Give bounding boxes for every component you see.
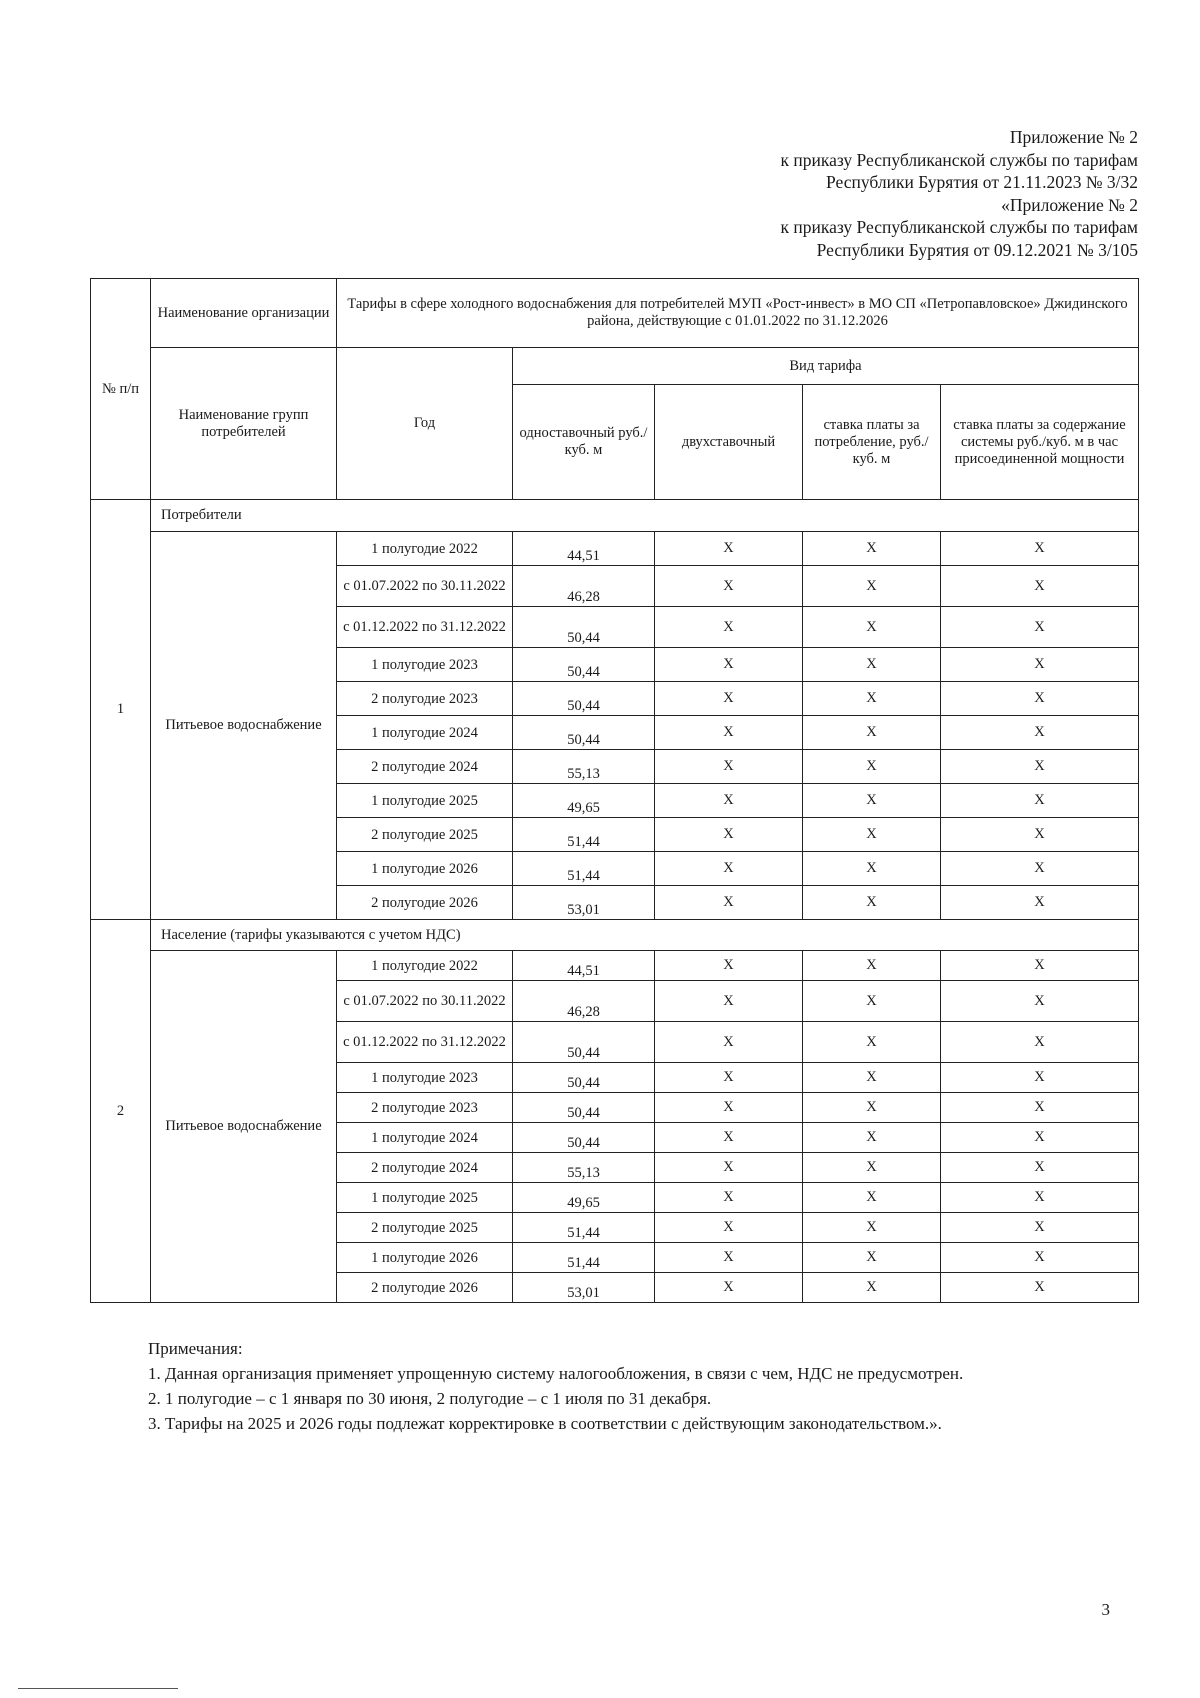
double-rate-cell: X xyxy=(655,532,803,566)
rate-maintenance-cell: X xyxy=(941,981,1139,1022)
groups-header: Наименование групп потребителей xyxy=(151,348,337,500)
rate-consumption-cell: X xyxy=(803,532,941,566)
double-rate-cell: X xyxy=(655,1273,803,1303)
rate-maintenance-header: ставка платы за содержание системы руб./куб. м в час присоединенной мощности xyxy=(941,385,1139,500)
double-rate-cell: X xyxy=(655,818,803,852)
rate-maintenance-cell: X xyxy=(941,1183,1139,1213)
single-rate-cell: 51,44 xyxy=(513,852,655,886)
rate-maintenance-cell: X xyxy=(941,566,1139,607)
double-rate-cell: X xyxy=(655,648,803,682)
notes-title: Примечания: xyxy=(148,1339,243,1358)
period-cell: с 01.07.2022 по 30.11.2022 xyxy=(337,981,513,1022)
rate-consumption-cell: X xyxy=(803,716,941,750)
rate-maintenance-cell: X xyxy=(941,951,1139,981)
note-item: 3. Тарифы на 2025 и 2026 годы подлежат корректировке в соответствии с действующим законодательством.». xyxy=(148,1414,942,1433)
note-item: 2. 1 полугодие – с 1 января по 30 июня, 2 полугодие – с 1 июля по 31 декабря. xyxy=(148,1389,712,1408)
rate-consumption-cell: X xyxy=(803,648,941,682)
double-rate-cell: X xyxy=(655,852,803,886)
rate-consumption-cell: X xyxy=(803,1123,941,1153)
double-rate-cell: X xyxy=(655,981,803,1022)
rate-consumption-cell: X xyxy=(803,1022,941,1063)
tariff-table xyxy=(90,278,1139,1303)
period-cell: 1 полугодие 2025 xyxy=(337,1183,513,1213)
double-rate-cell: X xyxy=(655,750,803,784)
period-cell: 1 полугодие 2024 xyxy=(337,716,513,750)
single-rate-cell: 53,01 xyxy=(513,886,655,920)
single-rate-cell: 44,51 xyxy=(513,532,655,566)
single-rate-header: одноставочный руб./ куб. м xyxy=(513,385,655,500)
period-cell: 1 полугодие 2023 xyxy=(337,648,513,682)
rate-consumption-cell: X xyxy=(803,1093,941,1123)
double-rate-cell: X xyxy=(655,784,803,818)
header-line: Приложение № 2 xyxy=(1009,127,1138,147)
period-cell: 1 полугодие 2024 xyxy=(337,1123,513,1153)
rate-maintenance-cell: X xyxy=(941,716,1139,750)
rate-maintenance-cell: X xyxy=(941,607,1139,648)
single-rate-cell: 55,13 xyxy=(513,1153,655,1183)
rate-consumption-cell: X xyxy=(803,1243,941,1273)
header-line: «Приложение № 2 xyxy=(1001,194,1138,215)
period-cell: 2 полугодие 2025 xyxy=(337,818,513,852)
section-title: Население (тарифы указываются с учетом НДС) xyxy=(151,920,1139,951)
double-rate-cell: X xyxy=(655,1183,803,1213)
rate-maintenance-cell: X xyxy=(941,1022,1139,1063)
single-rate-cell: 55,13 xyxy=(513,750,655,784)
double-rate-cell: X xyxy=(655,1093,803,1123)
rate-maintenance-cell: X xyxy=(941,1273,1139,1303)
header-line: Республики Бурятия от 21.11.2023 № 3/32 xyxy=(826,172,1138,193)
period-cell: 1 полугодие 2022 xyxy=(337,532,513,566)
section-title: Потребители xyxy=(151,500,1139,532)
rate-maintenance-cell: X xyxy=(941,1213,1139,1243)
rate-consumption-cell: X xyxy=(803,784,941,818)
rate-consumption-cell: X xyxy=(803,1183,941,1213)
double-rate-cell: X xyxy=(655,1213,803,1243)
period-cell: 2 полугодие 2023 xyxy=(337,1093,513,1123)
double-rate-cell: X xyxy=(655,607,803,648)
period-cell: 1 полугодие 2023 xyxy=(337,1063,513,1093)
period-cell: 1 полугодие 2022 xyxy=(337,951,513,981)
rate-consumption-cell: X xyxy=(803,1153,941,1183)
double-rate-header: двухставочный xyxy=(655,385,803,500)
single-rate-cell: 51,44 xyxy=(513,1243,655,1273)
single-rate-cell: 49,65 xyxy=(513,784,655,818)
note-item: 1. Данная организация применяет упрощенную систему налогообложения, в связи с чем, НДС не предусмотрен. xyxy=(148,1364,964,1383)
rate-maintenance-cell: X xyxy=(941,1063,1139,1093)
double-rate-cell: X xyxy=(655,1243,803,1273)
rate-consumption-header: ставка платы за потребление, руб./ куб. м xyxy=(803,385,941,500)
table-row xyxy=(91,532,1139,566)
rate-consumption-cell: X xyxy=(803,852,941,886)
period-cell: 1 полугодие 2025 xyxy=(337,784,513,818)
rate-consumption-cell: X xyxy=(803,607,941,648)
notes-block xyxy=(90,1336,1130,1436)
rate-maintenance-cell: X xyxy=(941,682,1139,716)
double-rate-cell: X xyxy=(655,566,803,607)
single-rate-cell: 50,44 xyxy=(513,648,655,682)
single-rate-cell: 51,44 xyxy=(513,1213,655,1243)
page-number: 3 xyxy=(1101,1600,1110,1619)
tariff-kind-header: Вид тарифа xyxy=(513,348,1139,385)
year-header: Год xyxy=(337,348,513,500)
period-cell: 1 полугодие 2026 xyxy=(337,852,513,886)
double-rate-cell: X xyxy=(655,1022,803,1063)
double-rate-cell: X xyxy=(655,716,803,750)
period-cell: 2 полугодие 2026 xyxy=(337,1273,513,1303)
rate-consumption-cell: X xyxy=(803,1213,941,1243)
rate-maintenance-cell: X xyxy=(941,648,1139,682)
rate-maintenance-cell: X xyxy=(941,784,1139,818)
period-cell: 2 полугодие 2025 xyxy=(337,1213,513,1243)
document-header xyxy=(578,126,1138,262)
org-value: Тарифы в сфере холодного водоснабжения для потребителей МУП «Рост-инвест» в МО СП «Петропавловское» Джидинского района, действующие с 01.01.2022 по 31.12.2026 xyxy=(337,279,1139,348)
col-no-header: № п/п xyxy=(91,279,151,500)
single-rate-cell: 46,28 xyxy=(513,566,655,607)
rate-consumption-cell: X xyxy=(803,951,941,981)
header-line: Республики Бурятия от 09.12.2021 № 3/105 xyxy=(816,239,1138,260)
double-rate-cell: X xyxy=(655,1063,803,1093)
header-line: к приказу Республиканской службы по тарифам xyxy=(780,217,1138,238)
double-rate-cell: X xyxy=(655,682,803,716)
single-rate-cell: 50,44 xyxy=(513,1022,655,1063)
rate-consumption-cell: X xyxy=(803,1063,941,1093)
rate-consumption-cell: X xyxy=(803,682,941,716)
rate-maintenance-cell: X xyxy=(941,886,1139,920)
rate-consumption-cell: X xyxy=(803,981,941,1022)
single-rate-cell: 50,44 xyxy=(513,716,655,750)
period-cell: 2 полугодие 2023 xyxy=(337,682,513,716)
rate-maintenance-cell: X xyxy=(941,1243,1139,1273)
single-rate-cell: 53,01 xyxy=(513,1273,655,1303)
period-cell: с 01.12.2022 по 31.12.2022 xyxy=(337,1022,513,1063)
period-cell: 2 полугодие 2024 xyxy=(337,1153,513,1183)
rate-maintenance-cell: X xyxy=(941,1153,1139,1183)
rate-maintenance-cell: X xyxy=(941,852,1139,886)
rate-consumption-cell: X xyxy=(803,818,941,852)
single-rate-cell: 50,44 xyxy=(513,1093,655,1123)
header-line: к приказу Республиканской службы по тарифам xyxy=(780,149,1138,170)
rate-maintenance-cell: X xyxy=(941,818,1139,852)
rate-consumption-cell: X xyxy=(803,566,941,607)
org-label: Наименование организации xyxy=(151,279,337,348)
double-rate-cell: X xyxy=(655,951,803,981)
period-cell: 2 полугодие 2024 xyxy=(337,750,513,784)
consumer-group: Питьевое водоснабжение xyxy=(151,532,337,920)
single-rate-cell: 51,44 xyxy=(513,818,655,852)
single-rate-cell: 50,44 xyxy=(513,1123,655,1153)
rate-consumption-cell: X xyxy=(803,750,941,784)
single-rate-cell: 50,44 xyxy=(513,607,655,648)
section-number: 1 xyxy=(91,500,151,920)
double-rate-cell: X xyxy=(655,1123,803,1153)
single-rate-cell: 50,44 xyxy=(513,682,655,716)
table-row xyxy=(91,951,1139,981)
period-cell: 1 полугодие 2026 xyxy=(337,1243,513,1273)
consumer-group: Питьевое водоснабжение xyxy=(151,951,337,1303)
section-number: 2 xyxy=(91,920,151,1303)
rate-maintenance-cell: X xyxy=(941,532,1139,566)
single-rate-cell: 50,44 xyxy=(513,1063,655,1093)
rate-consumption-cell: X xyxy=(803,886,941,920)
period-cell: 2 полугодие 2026 xyxy=(337,886,513,920)
period-cell: с 01.12.2022 по 31.12.2022 xyxy=(337,607,513,648)
double-rate-cell: X xyxy=(655,886,803,920)
single-rate-cell: 49,65 xyxy=(513,1183,655,1213)
scan-artifact-line xyxy=(18,1688,178,1689)
rate-maintenance-cell: X xyxy=(941,750,1139,784)
period-cell: с 01.07.2022 по 30.11.2022 xyxy=(337,566,513,607)
rate-maintenance-cell: X xyxy=(941,1093,1139,1123)
single-rate-cell: 44,51 xyxy=(513,951,655,981)
double-rate-cell: X xyxy=(655,1153,803,1183)
rate-consumption-cell: X xyxy=(803,1273,941,1303)
single-rate-cell: 46,28 xyxy=(513,981,655,1022)
rate-maintenance-cell: X xyxy=(941,1123,1139,1153)
